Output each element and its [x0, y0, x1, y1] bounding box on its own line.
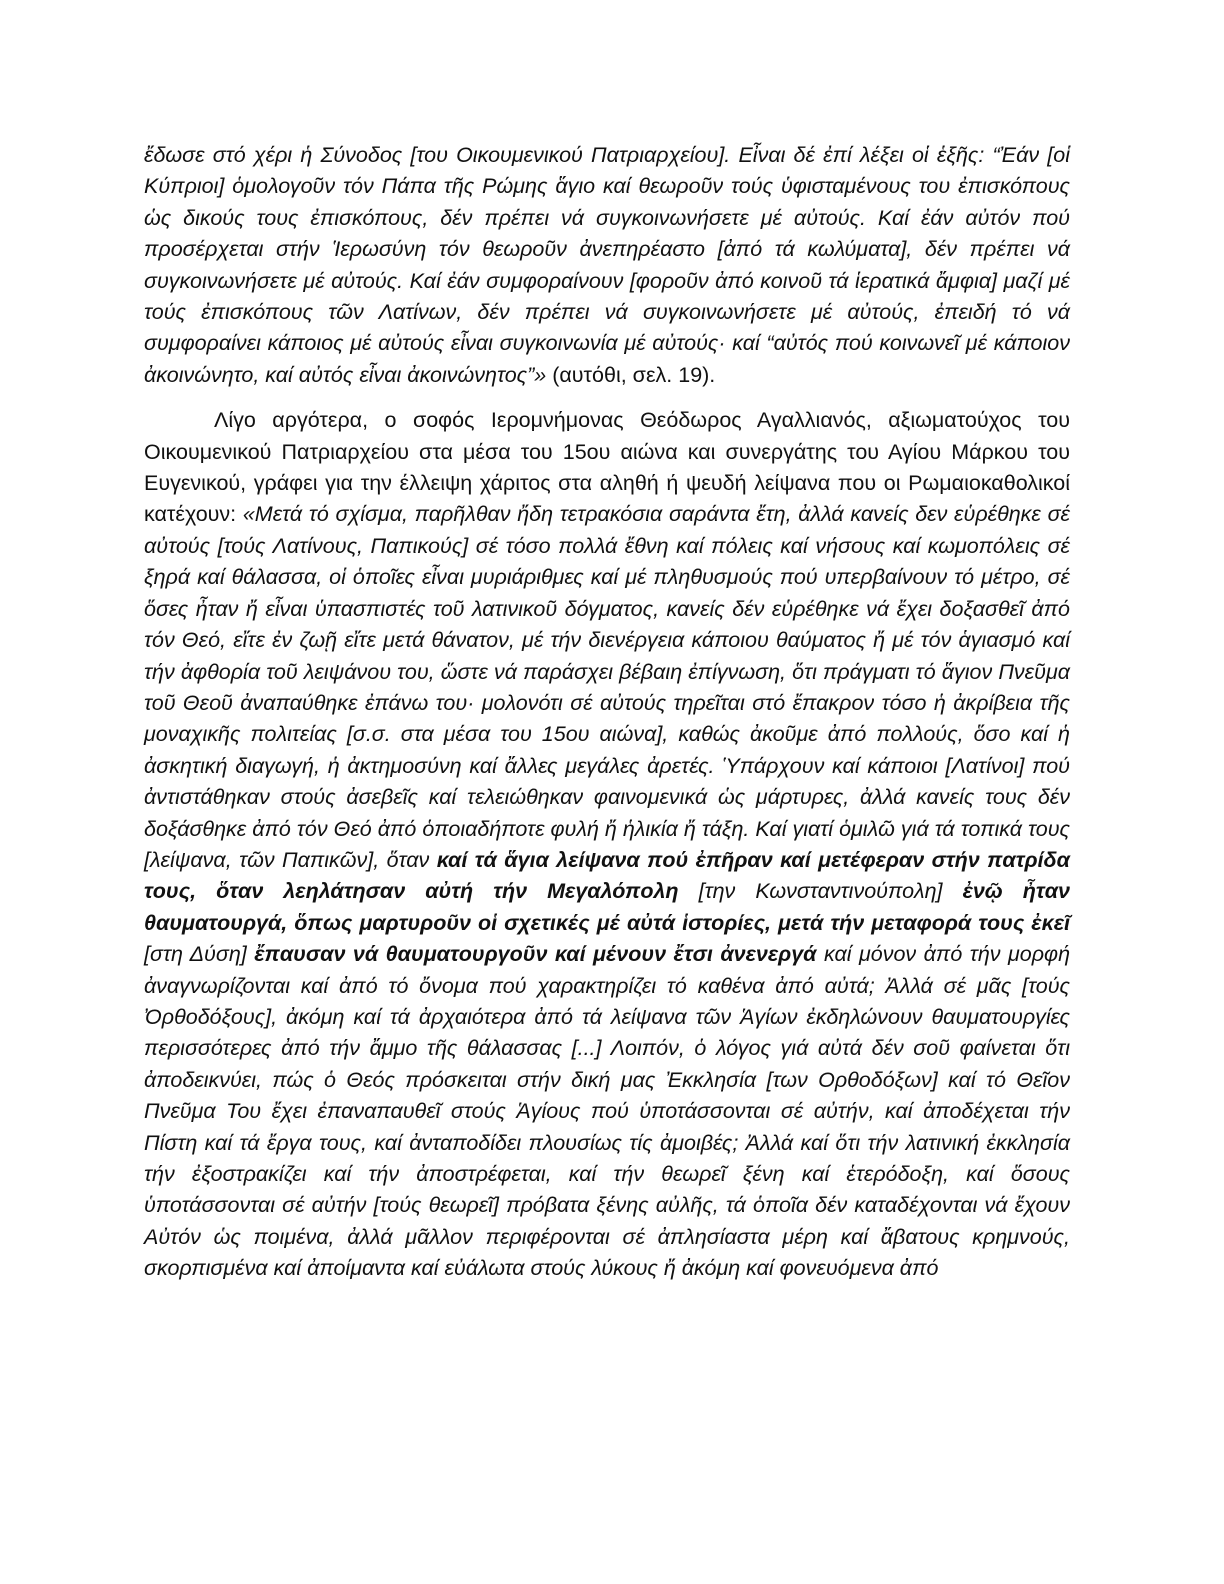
paragraph-2-quote-part-2: [την Κωνσταντινούπολη] [678, 879, 963, 904]
paragraph-2-bold-part-3: ἔπαυσαν νά θαυματουργοῦν καί μένουν ἔτσι ἀνενεργά [254, 942, 817, 967]
paragraph-2-quote-part-1: «Μετά τό σχίσμα, παρῆλθαν ἤδη τετρακόσια σαράντα ἔτη, ἀλλά κανείς δεν εὑρέθηκε σέ αὐτούς [τούς Λατίνους, Παπικούς] σέ τόσο πολλά ἔθνη καί πόλεις καί νήσους καί κωμοπόλεις σέ ξηρά καί θάλασσα, οἱ ὁποῖες εἶναι μυριάριθμες καί μέ πληθυσμούς πού υπερβαίνουν τό μέτρο, σέ ὅσες ἦταν ἤ εἶναι ὑπασπιστές τοῦ λατινικοῦ δόγματος, κανείς δέν εὑρέθηκε νά ἔχει δοξασθεῖ ἀπό τόν Θεό, εἴτε ἐν ζωῇ εἴτε μετά θάνατον, μέ τήν διενέργεια κάποιου θαύματος ἤ μέ τόν ἁγιασμό καί τήν ἀφθορία τοῦ λειψάνου του, ὥστε νά παράσχει βέβαιη ἐπίγνωση, ὅτι πράγματι τό ἅγιον Πνεῦμα τοῦ Θεοῦ ἀναπαύθηκε ἐπάνω του· μολονότι σέ αὐτούς τηρεῖται στό ἔπακρον τόσο ἡ ἀκρίβεια τῆς μοναχικῆς πολιτείας [σ.σ. στα μέσα του 15ου αιώνα], καθώς ἀκοῦμε ἀπό πολλούς, ὅσο καί ἡ ἀσκητική διαγωγή, ἡ ἀκτημοσύνη καί ἄλλες μεγάλες ἀρετές. Ὑπάρχουν καί κάποιοι [Λατίνοι] πού ἀντιστάθηκαν στούς ἀσεβεῖς καί τελειώθηκαν φαινομενικά ὡς μάρτυρες, ἀλλά κανείς τους δέν δοξάσθηκε ἀπό τόν Θεό ἀπό ὁποιαδήποτε φυλή ἤ ἡλικία ἤ τάξη. Καί γιατί ὁμιλῶ γιά τά τοπικά τους [λείψανα, τῶν Παπικῶν], ὅταν [144, 502, 1070, 872]
paragraph-2-intro: Λίγο αργότερα, ο σοφός Ιερομνήμονας Θεόδωρος Αγαλλιανός, αξιωματούχος του Οικουμενικού Πατριαρχείου στα μέσα του 15ου αιώνα και συνεργάτης του Αγίου Μάρκου του Ευγενικού, γράφει για την έλλειψη χάριτος στα αληθή ή ψευδή λείψανα που οι Ρωμαιοκαθολικοί κατέχουν: [144, 408, 1070, 527]
paragraph-1-quote: ἔδωσε στό χέρι ἡ Σύνοδος [του Οικουμενικού Πατριαρχείου]. Εἶναι δέ ἐπί λέξει οἱ ἑξῆς: “Ἐάν [οἱ Κύπριοι] ὁμολογοῦν τόν Πάπα τῆς Ρώμης ἅγιο καί θεωροῦν τούς ὑφισταμένους του ἐπισκόπους ὡς δικούς τους ἐπισκόπους, δέν πρέπει νά συγκοινωνήσετε μέ αὐτούς. Καί ἐάν αὐτόν πού προσέρχεται στήν Ἱερωσύνη τόν θεωροῦν ἀνεπηρέαστο [ἀπό τά κωλύματα], δέν πρέπει νά συγκοινωνήσετε μέ αὐτούς. Καί ἐάν συμφοραίνουν [φοροῦν ἀπό κοινοῦ τά ἱερατικά ἄμφια] μαζί μέ τούς ἐπισκόπους τῶν Λατίνων, δέν πρέπει νά συγκοινωνήσετε μέ αὐτούς, ἐπειδή τό νά συμφοραίνει κάποιος μέ αὐτούς εἶναι συγκοινωνία μέ αὐτούς· καί “αὐτός πού κοινωνεῖ μέ κάποιον ἀκοινώνητο, καί αὐτός εἶναι ἀκοινώνητος”» [144, 143, 1070, 387]
paragraph-2-bold-part-1: καί τά ἅγια λείψανα πού ἐπῆραν καί μετέφεραν στήν πατρίδα τους, ὅταν λεηλάτησαν αὐτή τήν Μεγαλόπολη [144, 847, 1070, 904]
paragraph-2-bold-part-2: ἐνῷ ἦταν θαυματουργά, ὅπως μαρτυροῦν οἱ σχετικές μέ αὐτά ἱστορίες, μετά τήν μεταφορά τους ἐκεῖ [144, 879, 1070, 935]
paragraph-2-quote-part-3: [στη Δύση] [144, 942, 255, 967]
paragraph-2-quote-part-4: καί μόνον ἀπό τήν μορφή ἀναγνωρίζονται καί ἀπό τό ὄνομα πού χαρακτηρίζει τό καθένα ἀπό αὐτά; Ἀλλά σέ μᾶς [τούς Ὀρθοδόξους], ἀκόμη καί τά ἀρχαιότερα ἀπό τά λείψανα τῶν Ἁγίων ἐκδηλώνουν θαυματουργίες περισσότερες ἀπό τήν ἄμμο τῆς θάλασσας [...] Λοιπόν, ὁ λόγος γιά αὐτά δέν σοῦ φαίνεται ὅτι ἀποδεικνύει, πώς ὁ Θεός πρόσκειται στήν δική μας Ἐκκλησία [των Ορθοδόξων] καί τό Θεῖον Πνεῦμα Του ἔχει ἐπαναπαυθεῖ στούς Ἁγίους πού ὑποτάσσονται σέ αὐτήν, καί ἀποδέχεται τήν Πίστη καί τά ἔργα τους, καί ἀνταποδίδει πλουσίως τίς ἀμοιβές; Ἀλλά καί ὅτι τήν λατινική ἐκκλησία τήν ἐξοστρακίζει καί τήν ἀποστρέφεται, καί τήν θεωρεῖ ξένη καί ἑτερόδοξη, καί ὅσους ὑποτάσσονται σέ αὐτήν [τούς θεωρεῖ] πρόβατα ξένης αὐλῆς, τά ὁποῖα δέν καταδέχονται νά ἔχουν Αὐτόν ὡς ποιμένα, ἀλλά μᾶλλον περιφέρονται σέ ἀπλησίαστα μέρη καί ἄβατους κρημνούς, σκορπισμένα καί ἀποίμαντα καί εὐάλωτα στούς λύκους ἤ ἀκόμη καί φονευόμενα ἀπό [144, 942, 1070, 1281]
paragraph-1-citation: (αυτόθι, σελ. 19). [546, 362, 716, 387]
paragraph-1 [144, 140, 1070, 391]
document-page [144, 140, 1070, 1285]
paragraph-2 [144, 405, 1070, 1284]
